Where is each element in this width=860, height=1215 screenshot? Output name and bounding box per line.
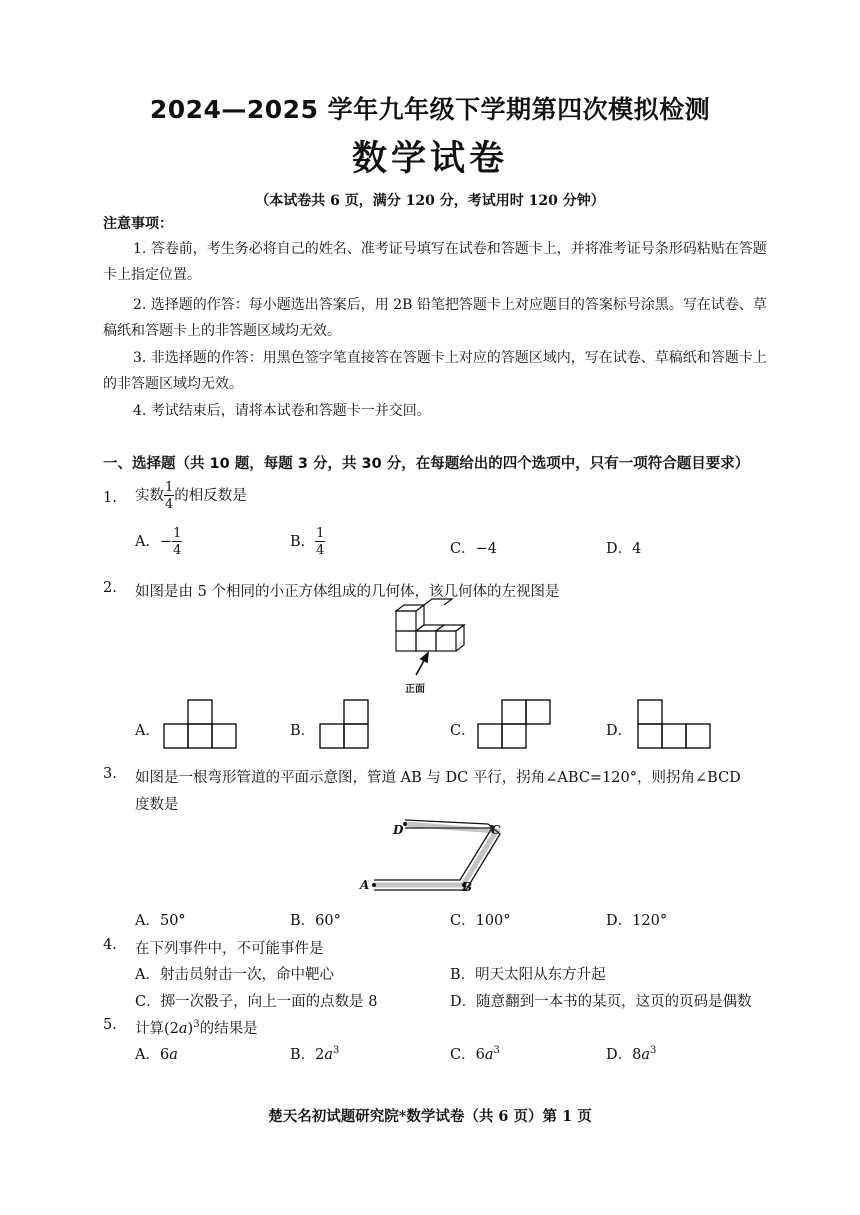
option-label: A．	[135, 967, 160, 983]
section-title: 一、选择题（共 10 题，每题 3 分，共 30 分，在每题给出的四个选项中，只有一项符合题目要求）	[103, 456, 750, 472]
q1-number: 1.	[103, 490, 117, 506]
option-text: −4	[475, 541, 497, 557]
frac-num: 1	[173, 526, 182, 541]
option-exp: 3	[333, 1045, 340, 1057]
option-label: B．	[290, 534, 316, 550]
q5-stem-tail: 的结果是	[199, 1021, 258, 1037]
q5-number: 5.	[103, 1017, 117, 1033]
q2-option-b-figure	[320, 699, 372, 751]
option-label: B．	[290, 913, 316, 929]
q3-option-b[interactable]	[290, 909, 341, 930]
option-label: B．	[450, 967, 476, 983]
q3-number: 3.	[103, 766, 117, 782]
q2-option-a-label[interactable]: A．	[135, 723, 160, 739]
option-coef: 6	[475, 1047, 485, 1063]
frac-num: 1	[316, 526, 325, 541]
q1-frac-den: 4	[165, 497, 174, 512]
q4-stem: 在下列事件中，不可能事件是	[135, 941, 324, 957]
option-label: D．	[606, 541, 633, 557]
notice-item-4: 4. 考试结束后，请将本试卷和答题卡一并交回。	[133, 403, 431, 419]
notice-item-3: 3. 非选择题的作答：用黑色签字笔直接答在答题卡上对应的答题区域内，写在试卷、草稿纸和答题卡上的非答题区域均无效。	[103, 350, 767, 392]
q5-stem-exp: 3	[193, 1019, 200, 1031]
option-coef: 2	[315, 1047, 325, 1063]
q1-option-d[interactable]	[606, 537, 641, 558]
page-footer: 楚天名初试题研究院*数学试卷（共 6 页）第 1 页	[268, 1108, 592, 1125]
option-sign: −	[159, 534, 173, 550]
option-var: a	[641, 1047, 651, 1063]
q3-option-c[interactable]	[450, 909, 511, 930]
q2-option-d-label[interactable]: D．	[606, 723, 633, 739]
option-var: a	[484, 1047, 494, 1063]
q2-number: 2.	[103, 580, 117, 596]
option-text: 100°	[475, 913, 511, 929]
q1-option-c[interactable]	[450, 537, 497, 558]
q3-stem-line1: 如图是一根弯形管道的平面示意图，管道 AB 与 DC 平行，拐角∠ABC=120°，则拐角∠BCD	[135, 770, 741, 786]
q2-option-c-label[interactable]: C．	[450, 723, 476, 739]
option-coef: 8	[632, 1047, 642, 1063]
notice-item-2: 2. 选择题的作答：每小题选出答案后，用 2B 铅笔把答题卡上对应题目的答案标号涂黑。写在试卷、草稿纸和答题卡上的非答题区域均无效。	[103, 297, 767, 339]
subject-title: 数学试卷	[351, 139, 508, 179]
option-label: A．	[135, 913, 160, 929]
option-exp: 3	[650, 1045, 657, 1057]
option-text: 明天太阳从东方升起	[475, 967, 606, 983]
option-label: D．	[606, 1047, 633, 1063]
option-label: C．	[450, 913, 476, 929]
q2-cube-figure	[388, 605, 478, 695]
option-label: D．	[606, 913, 633, 929]
q3-label-c: C	[491, 823, 501, 837]
option-label: B．	[290, 1047, 316, 1063]
q5-stem-post: )	[187, 1021, 194, 1037]
option-label: C．	[135, 994, 161, 1010]
q4-option-d[interactable]	[450, 990, 752, 1011]
q4-option-c[interactable]	[135, 990, 377, 1011]
q2-option-a-figure	[164, 699, 240, 751]
option-label: A．	[135, 1047, 160, 1063]
exam-title: 2024—2025 学年九年级下学期第四次模拟检测	[149, 95, 711, 124]
frac-den: 4	[173, 543, 182, 558]
option-label: D．	[450, 994, 477, 1010]
q5-stem-var: a	[178, 1021, 188, 1037]
option-text: 掷一次骰子，向上一面的点数是 8	[160, 994, 378, 1010]
q3-label-d: D	[393, 823, 404, 837]
q1-stem-pre: 实数	[135, 488, 164, 504]
q5-option-b[interactable]	[290, 1043, 339, 1064]
q5-option-d[interactable]	[606, 1043, 656, 1064]
q4-option-a[interactable]	[135, 963, 334, 984]
q5-stem-pre: 计算(2	[135, 1021, 179, 1037]
option-fraction	[315, 527, 325, 557]
q3-label-a: A	[360, 878, 370, 892]
option-var: a	[169, 1047, 178, 1063]
q3-pipe-figure	[360, 822, 510, 892]
option-text: 60°	[315, 913, 341, 929]
option-label: C．	[450, 1047, 476, 1063]
option-text: 4	[632, 541, 642, 557]
q3-option-d[interactable]	[606, 909, 667, 930]
option-label: A．	[135, 534, 160, 550]
option-var: a	[324, 1047, 334, 1063]
q1-option-a[interactable]	[135, 527, 182, 557]
q2-option-b-label[interactable]: B．	[290, 723, 316, 739]
q1-option-b[interactable]	[290, 527, 325, 557]
q1-stem-fraction	[164, 481, 174, 511]
q1-stem	[135, 481, 247, 511]
option-label: C．	[450, 541, 476, 557]
option-exp: 3	[493, 1045, 500, 1057]
option-coef: 6	[159, 1047, 170, 1063]
option-text: 随意翻到一本书的某页，这页的页码是偶数	[476, 994, 752, 1010]
option-text: 50°	[159, 913, 186, 929]
q3-option-a[interactable]	[135, 909, 186, 930]
frac-den: 4	[316, 543, 325, 558]
q2-stem: 如图是由 5 个相同的小正方体组成的几何体，该几何体的左视图是	[135, 584, 560, 600]
q5-option-a[interactable]	[135, 1043, 178, 1064]
notice-title: 注意事项：	[103, 216, 173, 232]
q3-label-b: B	[462, 880, 473, 894]
q1-stem-post: 的相反数是	[174, 488, 247, 504]
q3-stem-line2: 度数是	[135, 797, 179, 813]
q1-frac-num: 1	[165, 480, 174, 495]
q2-figure-caption: 正面	[405, 684, 425, 695]
q5-option-c[interactable]	[450, 1043, 500, 1064]
q5-stem	[135, 1017, 258, 1038]
notice-item-1: 1. 答卷前，考生务必将自己的姓名、准考证号填写在试卷和答题卡上，并将准考证号条形码粘贴在答题卡上指定位置。	[103, 241, 767, 283]
q2-option-d-figure	[638, 699, 714, 751]
q4-option-b[interactable]	[450, 963, 606, 984]
q4-number: 4.	[103, 937, 117, 953]
exam-info: （本试卷共 6 页，满分 120 分，考试用时 120 分钟）	[255, 193, 605, 209]
option-text: 射击员射击一次，命中靶心	[159, 967, 334, 983]
option-fraction	[172, 527, 182, 557]
option-text: 120°	[632, 913, 668, 929]
q2-option-c-figure	[478, 699, 554, 751]
